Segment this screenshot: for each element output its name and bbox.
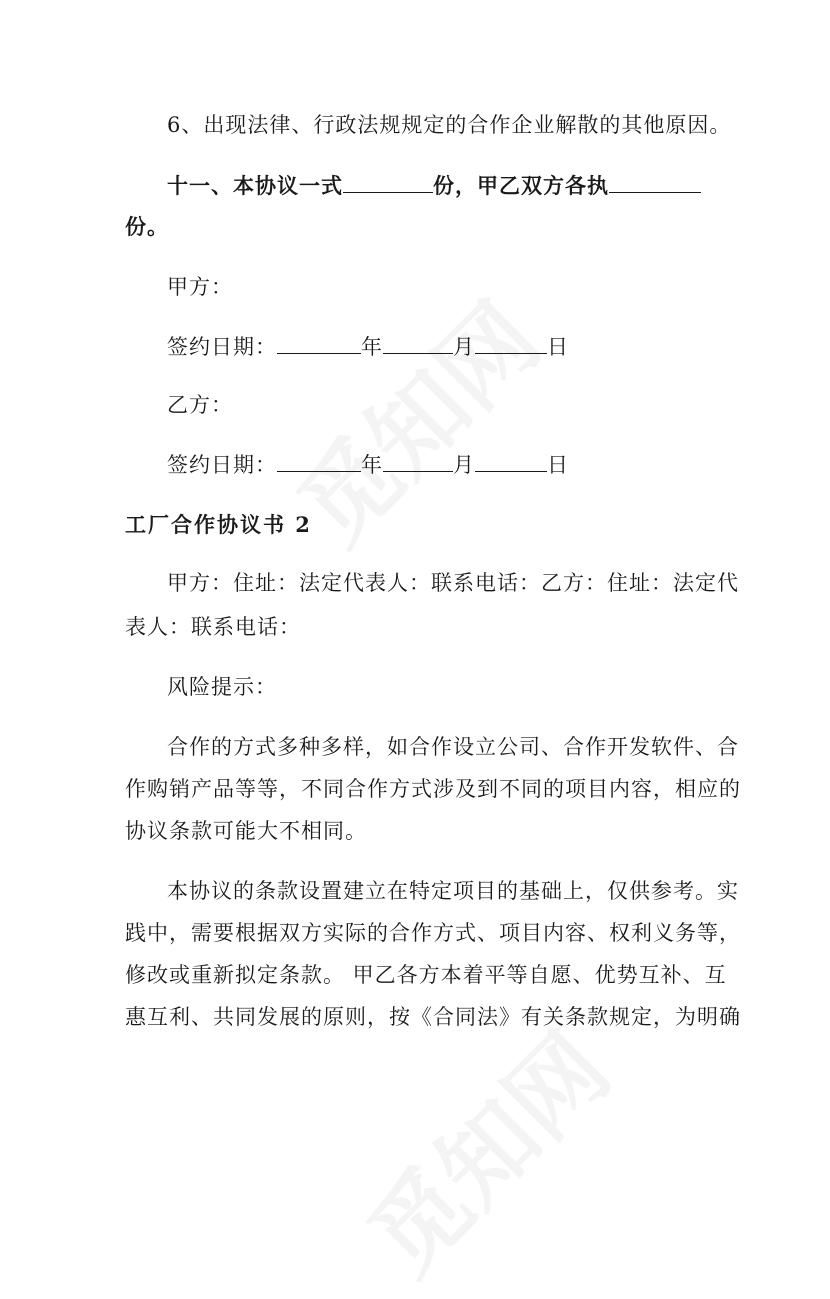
sign-date-label: 签约日期：: [167, 335, 277, 359]
para3-line3: 协议条款可能大不相同。: [125, 819, 367, 843]
day-blank[interactable]: [475, 449, 547, 472]
month-label: 月: [453, 335, 475, 359]
para3-line1: 合作的方式多种多样，如合作设立公司、合作开发软件、合: [167, 735, 739, 759]
day-label: 日: [547, 453, 569, 477]
risk-label: 风险提示：: [167, 675, 277, 699]
day-label: 日: [547, 335, 569, 359]
clause-11-line1: [167, 170, 701, 201]
clause-11-line2: 份。: [125, 214, 169, 239]
clause-6: 6、出现法律、行政法规规定的合作企业解散的其他原因。: [167, 113, 732, 137]
day-blank[interactable]: [475, 331, 547, 354]
copies-blank[interactable]: [343, 170, 433, 193]
party-a-sign-date: [167, 331, 569, 362]
party-a-label: 甲方：: [167, 275, 233, 299]
year-blank[interactable]: [277, 331, 361, 354]
year-label: 年: [361, 335, 383, 359]
party-b-sign-date: [167, 449, 569, 480]
month-blank[interactable]: [383, 449, 453, 472]
para3-line2: 作购销产品等等，不同合作方式涉及到不同的项目内容，相应的: [125, 777, 741, 801]
each-holds-blank[interactable]: [609, 170, 701, 193]
month-label: 月: [453, 453, 475, 477]
parties-line2: 表人：联系电话：: [125, 615, 301, 639]
watermark-bottom: [334, 998, 635, 1299]
month-blank[interactable]: [383, 331, 453, 354]
parties-line1: 甲方：住址：法定代表人：联系电话：乙方：住址：法定代: [167, 571, 739, 595]
year-blank[interactable]: [277, 449, 361, 472]
clause-11-text-b: 份，甲乙双方各执: [433, 173, 609, 198]
clause-11-text-a: 十一、本协议一式: [167, 173, 343, 198]
para4-line4: 惠互利、共同发展的原则，按《合同法》有关条款规定，为明确: [125, 1005, 741, 1029]
para4-line2: 践中，需要根据双方实际的合作方式、项目内容、权利义务等，: [125, 921, 741, 945]
para4-line1: 本协议的条款设置建立在特定项目的基础上，仅供参考。实: [167, 879, 739, 903]
party-b-label: 乙方：: [167, 393, 233, 417]
section-heading: 工厂合作协议书 2: [125, 512, 312, 537]
year-label: 年: [361, 453, 383, 477]
sign-date-label: 签约日期：: [167, 453, 277, 477]
para4-line3: 修改或重新拟定条款。 甲乙各方本着平等自愿、优势互补、互: [125, 963, 727, 987]
